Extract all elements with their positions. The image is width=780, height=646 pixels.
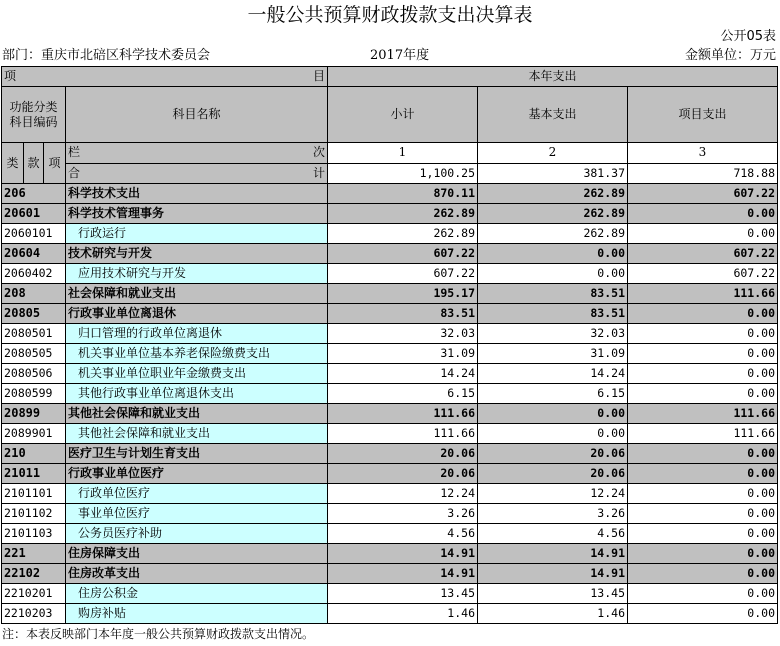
report-meta: [0, 46, 780, 66]
subject-name: 其他行政事业单位离退休支出: [66, 384, 328, 404]
subject-code: 2080506: [2, 364, 66, 384]
subject-name: 应用技术研究与开发: [66, 264, 328, 284]
subtotal-value: 13.45: [328, 584, 478, 604]
current-year-header: 本年支出: [328, 67, 778, 87]
table-row: [2, 524, 778, 544]
subject-code: 2080599: [2, 384, 66, 404]
project-value: 0.00: [628, 604, 778, 624]
subject-name: 归口管理的行政单位离退休: [66, 324, 328, 344]
subject-name: 技术研究与开发: [66, 244, 328, 264]
subject-code: 22102: [2, 564, 66, 584]
basic-value: 0.00: [478, 244, 628, 264]
subject-code: 2210201: [2, 584, 66, 604]
subject-code: 208: [2, 284, 66, 304]
subject-name: 科学技术支出: [66, 184, 328, 204]
project-value: 0.00: [628, 444, 778, 464]
table-row: [2, 564, 778, 584]
subtotal-value: 262.89: [328, 204, 478, 224]
header-row-4: [2, 163, 778, 184]
project-value: 607.22: [628, 244, 778, 264]
total-project: 718.88: [628, 163, 778, 184]
table-row: [2, 464, 778, 484]
basic-value: 4.56: [478, 524, 628, 544]
subtotal-value: 6.15: [328, 384, 478, 404]
header-row-2: [2, 87, 778, 143]
subject-code: 21011: [2, 464, 66, 484]
xiang-header: 项: [44, 143, 66, 184]
subtotal-value: 195.17: [328, 284, 478, 304]
department-label: 部门：重庆市北碚区科学技术委员会: [2, 48, 211, 63]
subject-name: 住房改革支出: [66, 564, 328, 584]
subject-code: 20805: [2, 304, 66, 324]
project-value: 0.00: [628, 384, 778, 404]
basic-value: 32.03: [478, 324, 628, 344]
subject-name: 机关事业单位职业年金缴费支出: [66, 364, 328, 384]
basic-value: 12.24: [478, 484, 628, 504]
header-row-3: [2, 143, 778, 164]
project-value: 111.66: [628, 424, 778, 444]
basic-value: 0.00: [478, 404, 628, 424]
item-right-label: 目: [312, 69, 325, 83]
project-value: 0.00: [628, 364, 778, 384]
table-row: [2, 344, 778, 364]
table-row: [2, 404, 778, 424]
subtotal-value: 14.91: [328, 564, 478, 584]
subject-name: 科学技术管理事务: [66, 204, 328, 224]
subject-name: 行政事业单位医疗: [66, 464, 328, 484]
subject-name: 医疗卫生与计划生育支出: [66, 444, 328, 464]
subtotal-value: 20.06: [328, 444, 478, 464]
project-value: 0.00: [628, 304, 778, 324]
project-value: 0.00: [628, 504, 778, 524]
table-row: [2, 544, 778, 564]
lei-header: 类: [2, 143, 24, 184]
subtotal-value: 262.89: [328, 224, 478, 244]
table-row: [2, 384, 778, 404]
column-number-2: 2: [478, 143, 628, 164]
item-left-label: 项: [4, 69, 17, 83]
project-value: 607.22: [628, 184, 778, 204]
subtotal-value: 20.06: [328, 464, 478, 484]
column-number-3: 3: [628, 143, 778, 164]
item-header-cell: [2, 67, 328, 87]
table-row: [2, 284, 778, 304]
lan-ci-cell: [66, 143, 328, 164]
project-value: 0.00: [628, 564, 778, 584]
table-row: [2, 324, 778, 344]
report-title: 一般公共预算财政拨款支出决算表: [247, 4, 533, 26]
project-value: 0.00: [628, 524, 778, 544]
subject-name: 公务员医疗补助: [66, 524, 328, 544]
subject-code: 20604: [2, 244, 66, 264]
table-row: [2, 204, 778, 224]
subtotal-value: 14.24: [328, 364, 478, 384]
table-row: [2, 484, 778, 504]
project-value: 0.00: [628, 344, 778, 364]
table-row: [2, 304, 778, 324]
subject-code: 20899: [2, 404, 66, 424]
basic-value: 20.06: [478, 444, 628, 464]
basic-value: 262.89: [478, 224, 628, 244]
table-row: [2, 244, 778, 264]
subtotal-value: 1.46: [328, 604, 478, 624]
subject-name: 住房保障支出: [66, 544, 328, 564]
subject-code: 2080501: [2, 324, 66, 344]
footnote: 注：本表反映部门本年度一般公共预算财政拨款支出情况。: [2, 627, 315, 641]
basic-value: 14.91: [478, 544, 628, 564]
project-value: 0.00: [628, 544, 778, 564]
basic-header: 基本支出: [478, 87, 628, 143]
subtotal-value: 83.51: [328, 304, 478, 324]
column-number-1: 1: [328, 143, 478, 164]
ji-label: 计: [312, 165, 325, 180]
table-row: [2, 264, 778, 284]
subject-code: 2101102: [2, 504, 66, 524]
subject-code: 2080505: [2, 344, 66, 364]
subject-code: 206: [2, 184, 66, 204]
subtotal-value: 32.03: [328, 324, 478, 344]
basic-value: 1.46: [478, 604, 628, 624]
table-row: [2, 224, 778, 244]
kuan-header: 款: [24, 143, 44, 184]
subtotal-value: 3.26: [328, 504, 478, 524]
basic-value: 6.15: [478, 384, 628, 404]
form-number: 公开05表: [720, 29, 776, 44]
project-value: 0.00: [628, 224, 778, 244]
project-value: 0.00: [628, 584, 778, 604]
subtotal-value: 14.91: [328, 544, 478, 564]
subtotal-value: 111.66: [328, 424, 478, 444]
subject-name: 其他社会保障和就业支出: [66, 404, 328, 424]
table-row: [2, 364, 778, 384]
basic-value: 14.91: [478, 564, 628, 584]
subject-name: 行政单位医疗: [66, 484, 328, 504]
project-value: 111.66: [628, 404, 778, 424]
subject-code: 2089901: [2, 424, 66, 444]
basic-value: 31.09: [478, 344, 628, 364]
table-row: [2, 584, 778, 604]
basic-value: 0.00: [478, 264, 628, 284]
table-row: [2, 424, 778, 444]
func-code-header: 功能分类 科目编码: [2, 87, 66, 143]
subtotal-value: 4.56: [328, 524, 478, 544]
subtotal-value: 607.22: [328, 244, 478, 264]
table-row: [2, 604, 778, 624]
basic-value: 83.51: [478, 284, 628, 304]
subject-name: 行政事业单位离退休: [66, 304, 328, 324]
lan-label: 栏: [68, 145, 81, 159]
subject-code: 2210203: [2, 604, 66, 624]
expenditure-table: [1, 66, 778, 624]
subject-name: 购房补贴: [66, 604, 328, 624]
subtotal-value: 12.24: [328, 484, 478, 504]
subject-code: 2060101: [2, 224, 66, 244]
subtotal-value: 111.66: [328, 404, 478, 424]
subject-code: 2060402: [2, 264, 66, 284]
basic-value: 262.89: [478, 184, 628, 204]
subtotal-value: 31.09: [328, 344, 478, 364]
subject-code: 20601: [2, 204, 66, 224]
project-header: 项目支出: [628, 87, 778, 143]
amount-unit: 金额单位：万元: [684, 48, 776, 63]
he-label: 合: [68, 165, 81, 180]
project-value: 111.66: [628, 284, 778, 304]
subject-code: 221: [2, 544, 66, 564]
total-subtotal: 1,100.25: [328, 163, 478, 184]
project-value: 0.00: [628, 484, 778, 504]
basic-value: 13.45: [478, 584, 628, 604]
subtotal-value: 607.22: [328, 264, 478, 284]
ci-label: 次: [312, 145, 325, 159]
subject-name-header: 科目名称: [66, 87, 328, 143]
header-row-1: [2, 67, 778, 87]
basic-value: 0.00: [478, 424, 628, 444]
table-row: [2, 184, 778, 204]
table-row: [2, 504, 778, 524]
basic-value: 262.89: [478, 204, 628, 224]
subject-name: 其他社会保障和就业支出: [66, 424, 328, 444]
he-ji-cell: [66, 163, 328, 184]
subject-code: 2101103: [2, 524, 66, 544]
basic-value: 14.24: [478, 364, 628, 384]
project-value: 0.00: [628, 324, 778, 344]
subject-name: 住房公积金: [66, 584, 328, 604]
project-value: 607.22: [628, 264, 778, 284]
basic-value: 83.51: [478, 304, 628, 324]
subject-code: 210: [2, 444, 66, 464]
subtotal-value: 870.11: [328, 184, 478, 204]
basic-value: 20.06: [478, 464, 628, 484]
subject-name: 行政运行: [66, 224, 328, 244]
subtotal-header: 小计: [328, 87, 478, 143]
basic-value: 3.26: [478, 504, 628, 524]
fiscal-year: 2017年度: [370, 48, 430, 63]
subject-name: 机关事业单位基本养老保险缴费支出: [66, 344, 328, 364]
project-value: 0.00: [628, 464, 778, 484]
total-basic: 381.37: [478, 163, 628, 184]
subject-code: 2101101: [2, 484, 66, 504]
table-row: [2, 444, 778, 464]
subject-name: 社会保障和就业支出: [66, 284, 328, 304]
subject-name: 事业单位医疗: [66, 504, 328, 524]
project-value: 0.00: [628, 204, 778, 224]
